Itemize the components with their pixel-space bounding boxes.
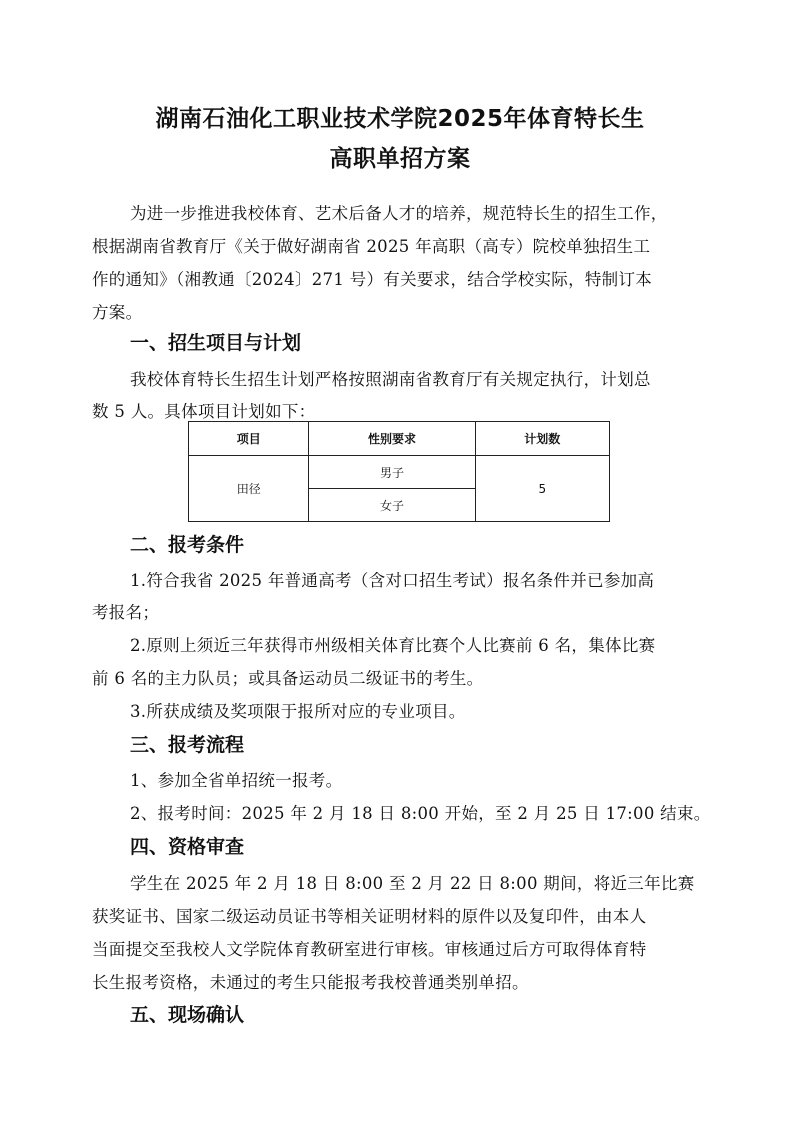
intro-line-4: 方案。 [92,303,143,322]
plan-table-header-gender: 性别要求 [309,422,475,456]
section4-heading: 四、资格审查 [130,836,245,858]
intro-line-2: 根据湖南省教育厅《关于做好湖南省 2025 年高职（高专）院校单独招生工 [92,237,651,256]
section2-line-4: 前 6 名的主力队员；或具备运动员二级证书的考生。 [92,669,484,688]
intro-line-1: 为进一步推进我校体育、艺术后备人才的培养，规范特长生的招生工作， [130,204,668,223]
section4-line-1: 学生在 2025 年 2 月 18 日 8:00 至 2 月 22 日 8:00 期间，将近三年比赛 [130,874,695,893]
intro-line-3: 作的通知》（湘教通〔2024〕271 号）有关要求，结合学校实际，特制订本 [92,270,653,289]
section4-line-2: 获奖证书、国家二级运动员证书等相关证明材料的原件以及复印件，由本人 [92,907,647,926]
section2-line-3: 2.原则上须近三年获得市州级相关体育比赛个人比赛前 6 名，集体比赛 [130,636,656,655]
section1-heading: 一、招生项目与计划 [130,332,302,354]
section2-heading: 二、报考条件 [130,534,245,556]
section5-heading: 五、现场确认 [130,1004,245,1026]
document-title-line1: 湖南石油化工职业技术学院2025年体育特长生 [155,106,645,132]
plan-table-header-row [189,422,610,456]
plan-table-count: 5 [475,456,609,522]
section4-line-3: 当面提交至我校人文学院体育教研室进行审核。审核通过后方可取得体育特 [92,940,647,959]
plan-table-project: 田径 [189,456,309,522]
section3-heading: 三、报考流程 [130,734,245,756]
plan-table-gender-male: 男子 [309,456,475,489]
plan-table-gender-female: 女子 [309,489,475,522]
plan-table-header-project: 项目 [189,422,309,456]
section1-line-2: 数 5 人。具体项目计划如下： [92,402,316,421]
section2-line-1: 1.符合我省 2025 年普通高考（含对口招生考试）报名条件并已参加高 [130,571,655,590]
section1-line-1: 我校体育特长生招生计划严格按照湖南省教育厅有关规定执行，计划总 [130,370,651,389]
plan-table-header-count: 计划数 [475,422,609,456]
table-row [189,456,610,489]
section3-line-2: 2、报考时间：2025 年 2 月 18 日 8:00 开始，至 2 月 25 日 17:00 结束。 [130,804,711,823]
section2-line-2: 考报名； [92,603,160,622]
section2-line-5: 3.所获成绩及奖项限于报所对应的专业项目。 [130,702,466,721]
plan-table [188,421,610,522]
section3-line-1: 1、参加全省单招统一报考。 [130,771,343,790]
document-title-line2: 高职单招方案 [329,146,471,172]
section4-line-4: 长生报考资格，未通过的考生只能报考我校普通类别单招。 [92,973,529,992]
